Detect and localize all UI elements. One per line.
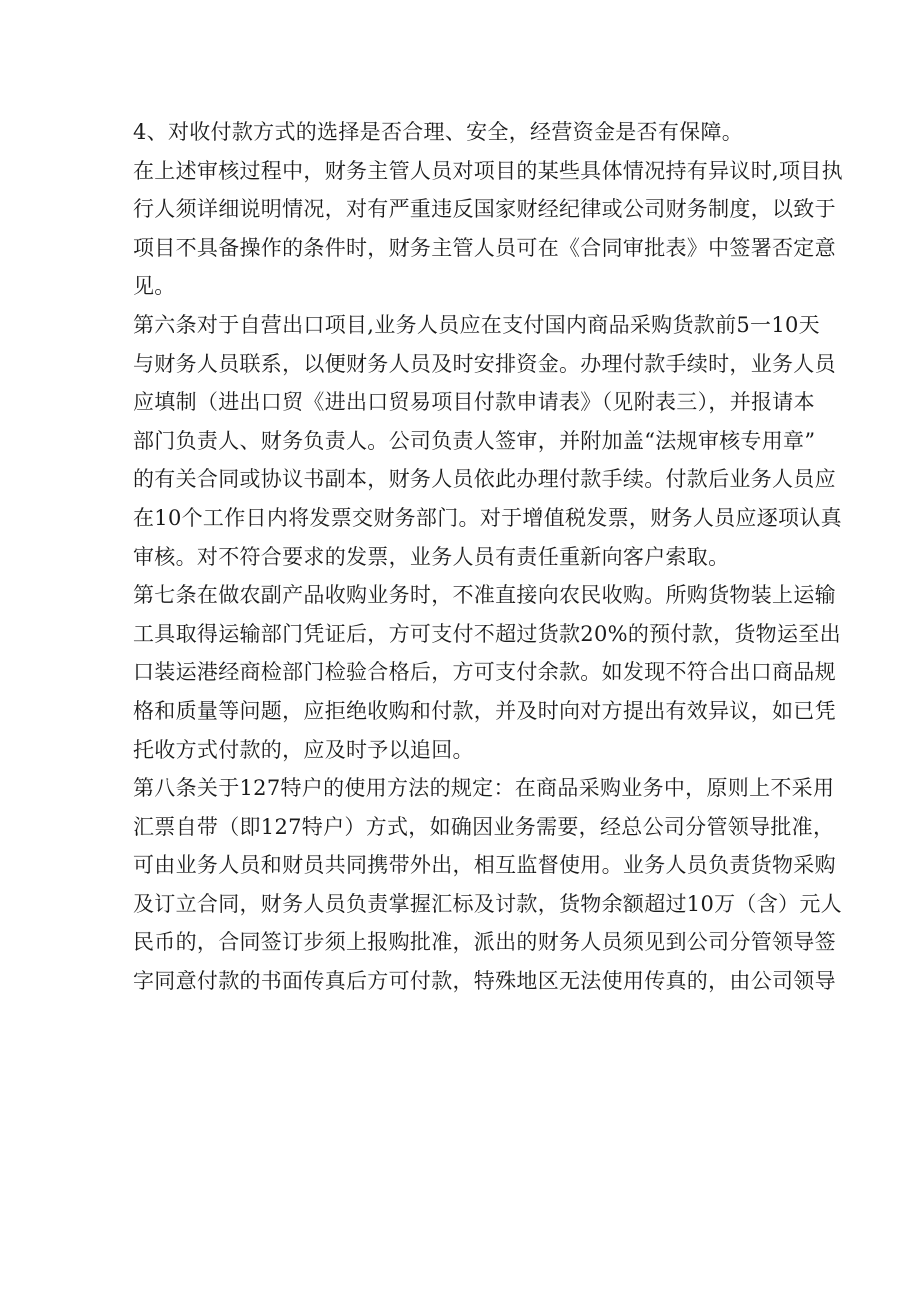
document-body [133, 113, 843, 1001]
paragraph-payment-method-check [133, 113, 805, 152]
paragraph-article-6 [133, 306, 842, 576]
paragraph-review-objection [133, 152, 843, 306]
text-line: 及订立合同，财务人员负责掌握汇标及讨款，货物余额超过10万（含）元人 [133, 891, 842, 916]
paragraph-article-8 [133, 769, 842, 1001]
text-line: 在10个工作日内将发票交财务部门。对于增值税发票，财务人员应逐项认真 [133, 505, 842, 530]
text-line: 应填制（进出口贸《进出口贸易项目付款申请表》（见附表三），并报请本 [133, 390, 815, 415]
text-line: 格和质量等问题，应拒绝收购和付款，并及时向对方提出有效异议，如已凭 [133, 698, 836, 723]
text-line: 见。 [133, 274, 176, 299]
text-line: 工具取得运输部门凭证后，方可支付不超过货款20%的预付款，货物运至出 [133, 621, 841, 646]
text-line: 行人须详细说明情况，对有严重违反国家财经纪律或公司财务制度，以致于 [133, 197, 836, 222]
text-line: 字同意付款的书面传真后方可付款，特殊地区无法使用传真的，由公司领导 [133, 969, 836, 994]
text-line: 第七条在做农副产品收购业务时，不准直接向农民收购。所购货物装上运输 [133, 583, 836, 608]
text-line: 的有关合同或协议书副本，财务人员依此办理付款手续。付款后业务人员应 [133, 467, 836, 492]
paragraph-article-7 [133, 576, 841, 769]
text-line: 与财务人员联系，以便财务人员及时安排资金。办理付款手续时，业务人员 [133, 351, 836, 376]
text-line: 第六条对于自营出口项目,业务人员应在支付国内商品采购货款前5一10天 [133, 312, 820, 337]
text-line: 项目不具备操作的条件时，财务主管人员可在《合同审批表》中签署否定意 [133, 235, 836, 260]
text-line: 可由业务人员和财员共同携带外出，相互监督使用。业务人员负责货物采购 [133, 853, 836, 878]
text-line: 在上述审核过程中，财务主管人员对项目的某些具体情况持有异议时,项目执 [133, 158, 843, 183]
text-line: 汇票自带（即127特户）方式，如确因业务需要，经总公司分管领导批准， [133, 814, 835, 839]
text-line: 民币的，合同签订步须上报购批准，派出的财务人员须见到公司分管领导签 [133, 930, 836, 955]
text-line: 口装运港经商检部门检验合格后，方可支付余款。如发现不符合出口商品规 [133, 660, 836, 685]
text-line: 部门负责人、财务负责人。公司负责人签审，并附加盖“法规审核专用章” [133, 428, 816, 453]
text-line: 4、对收付款方式的选择是否合理、安全，经营资金是否有保障。 [133, 120, 744, 144]
text-line: 托收方式付款的，应及时予以追回。 [133, 737, 474, 762]
text-line: 审核。对不符合要求的发票，业务人员有责任重新向客户索取。 [133, 544, 730, 569]
text-line: 第八条关于127特户的使用方法的规定：在商品采购业务中，原则上不采用 [133, 776, 835, 801]
